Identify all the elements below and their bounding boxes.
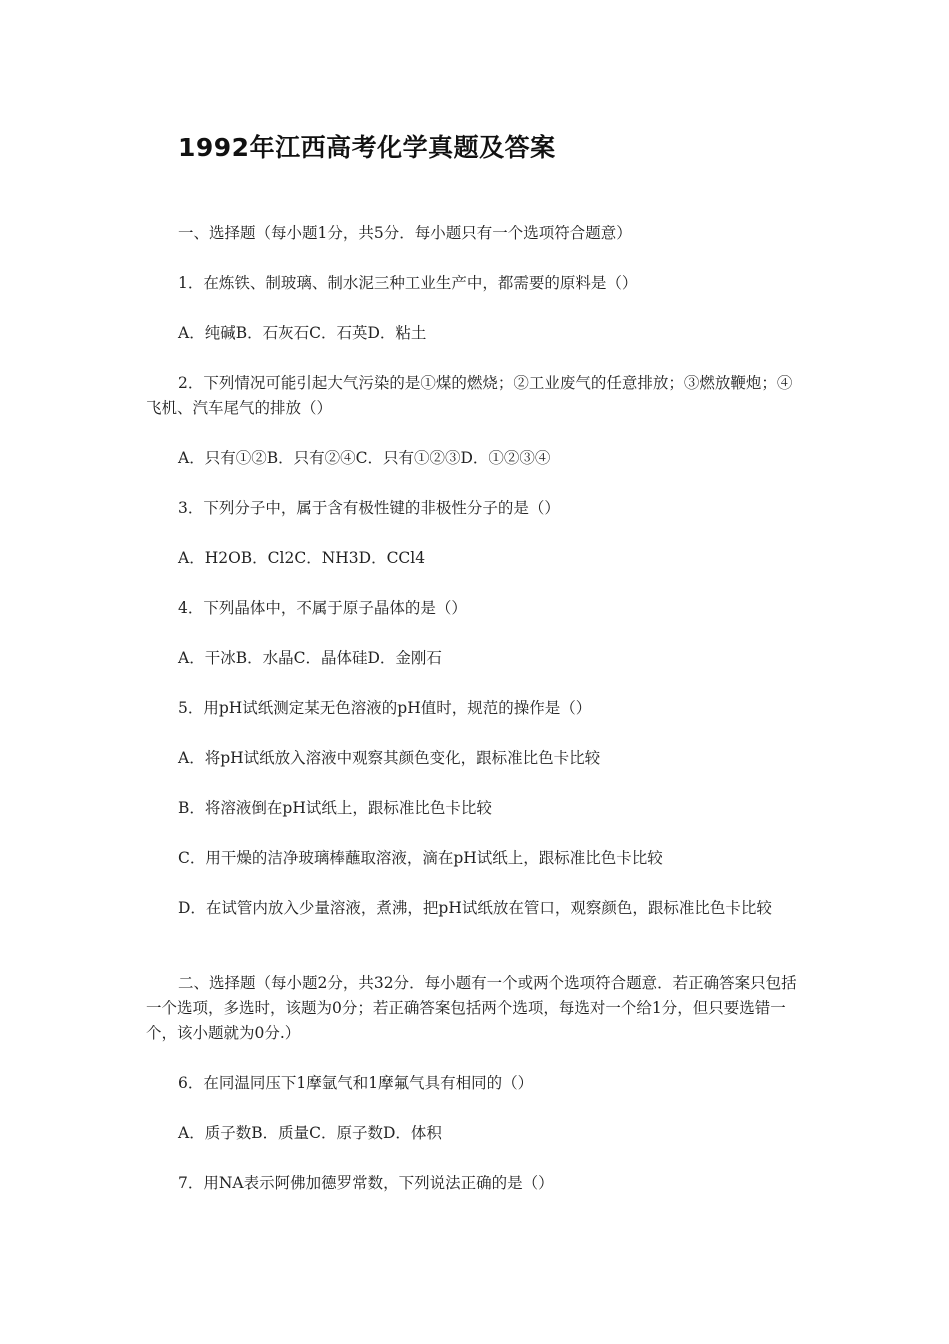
question-6: 6．在同温同压下1摩氩气和1摩氟气具有相同的（） xyxy=(178,1074,534,1092)
question-3-options: A．H2OB．Cl2C．NH3D．CCl4 xyxy=(178,549,426,567)
question-2-options: A．只有①②B．只有②④C．只有①②③D．①②③④ xyxy=(178,449,551,467)
question-5: 5．用pH试纸测定某无色溶液的pH值时，规范的操作是（） xyxy=(178,699,592,717)
question-5-option-c: C．用干燥的洁净玻璃棒蘸取溶液，滴在pH试纸上，跟标准比色卡比较 xyxy=(178,849,663,867)
question-2: 2．下列情况可能引起大气污染的是①煤的燃烧；②工业废气的任意排放；③燃放鞭炮；④飞机、汽车尾气的排放（） xyxy=(146,374,793,417)
question-3: 3．下列分子中，属于含有极性键的非极性分子的是（） xyxy=(178,499,560,517)
section-1-heading: 一、选择题（每小题1分，共5分．每小题只有一个选项符合题意） xyxy=(178,224,632,242)
question-5-option-a: A．将pH试纸放入溶液中观察其颜色变化，跟标准比色卡比较 xyxy=(178,749,601,767)
question-5-option-b: B．将溶液倒在pH试纸上，跟标准比色卡比较 xyxy=(178,799,492,817)
question-4-options: A．干冰B．水晶C．晶体硅D．金刚石 xyxy=(178,649,442,667)
question-5-option-d: D．在试管内放入少量溶液，煮沸，把pH试纸放在管口，观察颜色，跟标准比色卡比较 xyxy=(178,899,772,917)
question-4: 4．下列晶体中，不属于原子晶体的是（） xyxy=(178,599,467,617)
question-1: 1．在炼铁、制玻璃、制水泥三种工业生产中，都需要的原料是（） xyxy=(178,274,638,292)
document-title: 1992年江西高考化学真题及答案 xyxy=(178,133,556,162)
question-7: 7．用NA表示阿佛加德罗常数，下列说法正确的是（） xyxy=(178,1174,554,1192)
question-6-options: A．质子数B．质量C．原子数D．体积 xyxy=(178,1124,442,1142)
question-1-options: A．纯碱B．石灰石C．石英D．粘土 xyxy=(178,324,427,342)
section-2-heading: 二、选择题（每小题2分，共32分．每小题有一个或两个选项符合题意．若正确答案只包括一个选项，多选时，该题为0分；若正确答案包括两个选项，每选对一个给1分，但只要选错一个，该小题就为0分.） xyxy=(146,974,797,1042)
